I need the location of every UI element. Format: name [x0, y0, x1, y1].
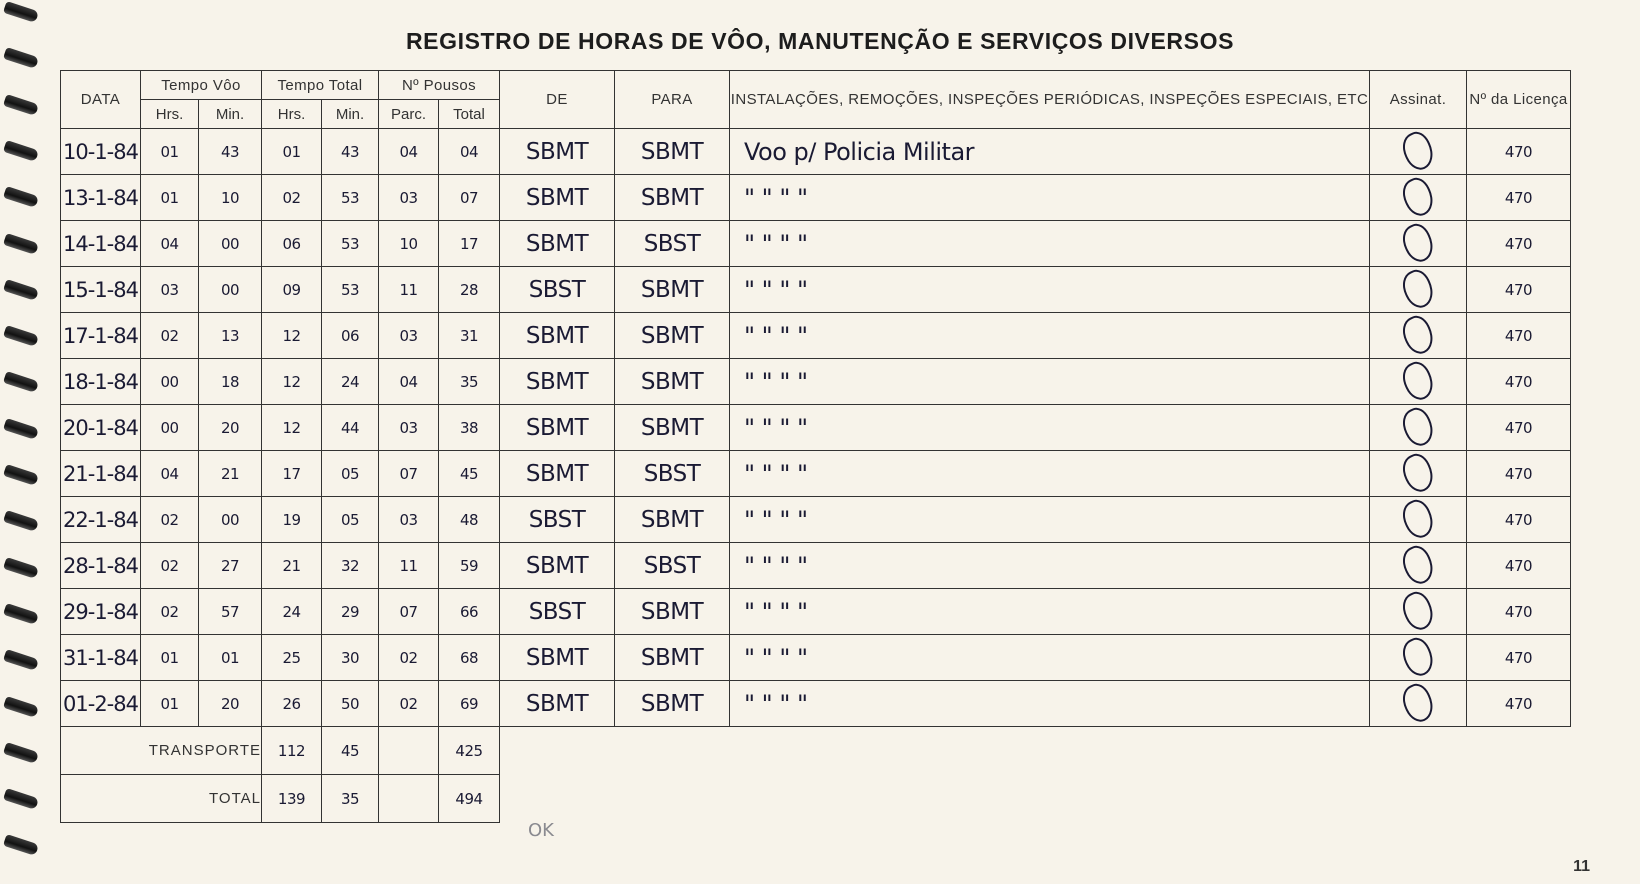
flight-min-cell: 21 [199, 451, 262, 497]
header-landings-partial: Parc. [379, 100, 439, 129]
total-hrs-cell: 09 [262, 267, 322, 313]
table-row [61, 681, 1571, 727]
header-total-time: Tempo Total [262, 71, 379, 100]
spiral-coil [3, 371, 39, 393]
total-min-cell: 50 [322, 681, 379, 727]
spiral-coil [3, 140, 39, 162]
header-flight-min: Min. [199, 100, 262, 129]
flight-min-cell: 20 [199, 681, 262, 727]
from-cell: SBMT [500, 451, 615, 497]
header-total-min: Min. [322, 100, 379, 129]
spiral-coil [3, 464, 39, 486]
total-min-cell: 06 [322, 313, 379, 359]
total-row-hrs: 139 [262, 775, 322, 823]
header-from: DE [500, 71, 615, 129]
signature-cell [1370, 681, 1467, 727]
landings-total-cell: 69 [439, 681, 500, 727]
landings-partial-cell: 11 [379, 543, 439, 589]
to-cell: SBMT [615, 405, 730, 451]
signature-cell [1370, 221, 1467, 267]
flight-hrs-cell: 02 [141, 589, 199, 635]
date-cell: 13-1-84 [61, 175, 141, 221]
total-min-cell: 29 [322, 589, 379, 635]
transport-row [61, 727, 1571, 775]
signature-scribble [1397, 221, 1438, 266]
landings-total-cell: 45 [439, 451, 500, 497]
total-min-cell: 53 [322, 267, 379, 313]
flight-hrs-cell: 01 [141, 129, 199, 175]
from-cell: SBMT [500, 681, 615, 727]
total-row [61, 775, 1571, 823]
date-cell: 18-1-84 [61, 359, 141, 405]
description-cell: " " " " [730, 175, 1370, 221]
flight-min-cell: 43 [199, 129, 262, 175]
landings-total-cell: 31 [439, 313, 500, 359]
spiral-coil [3, 603, 39, 625]
table-row [61, 405, 1571, 451]
flight-hrs-cell: 03 [141, 267, 199, 313]
to-cell: SBMT [615, 497, 730, 543]
signature-scribble [1397, 497, 1438, 542]
spiral-coil [3, 233, 39, 255]
spiral-coil [3, 557, 39, 579]
total-hrs-cell: 12 [262, 313, 322, 359]
transport-row-hrs: 112 [262, 727, 322, 775]
total-row-partial-empty [379, 775, 439, 823]
license-cell: 470 [1467, 681, 1571, 727]
flight-min-cell: 20 [199, 405, 262, 451]
license-cell: 470 [1467, 589, 1571, 635]
landings-partial-cell: 04 [379, 129, 439, 175]
from-cell: SBMT [500, 405, 615, 451]
spiral-coil [3, 742, 39, 764]
signature-scribble [1397, 451, 1438, 496]
total-hrs-cell: 24 [262, 589, 322, 635]
total-row-min: 35 [322, 775, 379, 823]
table-row [61, 313, 1571, 359]
transport-row-landings-total: 425 [439, 727, 500, 775]
license-cell: 470 [1467, 451, 1571, 497]
total-hrs-cell: 06 [262, 221, 322, 267]
table-row [61, 129, 1571, 175]
license-cell: 470 [1467, 359, 1571, 405]
total-row-label: TOTAL [61, 775, 262, 823]
date-cell: 29-1-84 [61, 589, 141, 635]
transport-row-min: 45 [322, 727, 379, 775]
from-cell: SBMT [500, 543, 615, 589]
signature-cell [1370, 267, 1467, 313]
header-date: DATA [61, 71, 141, 129]
flight-hrs-cell: 01 [141, 635, 199, 681]
spiral-coil [3, 279, 39, 301]
to-cell: SBST [615, 543, 730, 589]
header-signature: Assinat. [1370, 71, 1467, 129]
date-cell: 10-1-84 [61, 129, 141, 175]
to-cell: SBMT [615, 313, 730, 359]
from-cell: SBMT [500, 359, 615, 405]
total-min-cell: 43 [322, 129, 379, 175]
description-cell: " " " " [730, 543, 1370, 589]
from-cell: SBMT [500, 635, 615, 681]
to-cell: SBMT [615, 635, 730, 681]
total-min-cell: 53 [322, 221, 379, 267]
flight-hrs-cell: 01 [141, 681, 199, 727]
flight-hrs-cell: 02 [141, 497, 199, 543]
transport-row-label: TRANSPORTE [61, 727, 262, 775]
to-cell: SBMT [615, 589, 730, 635]
blank-area [500, 727, 1571, 775]
date-cell: 14-1-84 [61, 221, 141, 267]
landings-partial-cell: 03 [379, 313, 439, 359]
total-min-cell: 05 [322, 497, 379, 543]
header-flight-time: Tempo Vôo [141, 71, 262, 100]
flight-min-cell: 01 [199, 635, 262, 681]
signature-scribble [1397, 129, 1438, 174]
landings-partial-cell: 07 [379, 589, 439, 635]
landings-partial-cell: 03 [379, 175, 439, 221]
from-cell: SBST [500, 267, 615, 313]
date-cell: 01-2-84 [61, 681, 141, 727]
signature-scribble [1397, 359, 1438, 404]
total-hrs-cell: 12 [262, 405, 322, 451]
date-cell: 31-1-84 [61, 635, 141, 681]
header-landings: Nº Pousos [379, 71, 500, 100]
to-cell: SBMT [615, 681, 730, 727]
header-license: Nº da Licença [1467, 71, 1571, 129]
to-cell: SBST [615, 221, 730, 267]
from-cell: SBMT [500, 221, 615, 267]
to-cell: SBST [615, 451, 730, 497]
date-cell: 15-1-84 [61, 267, 141, 313]
landings-partial-cell: 10 [379, 221, 439, 267]
description-cell: " " " " [730, 359, 1370, 405]
header-installations: INSTALAÇÕES, REMOÇÕES, INSPEÇÕES PERIÓDICAS, INSPEÇÕES ESPECIAIS, ETC [730, 71, 1370, 129]
signature-cell [1370, 405, 1467, 451]
description-cell: " " " " [730, 313, 1370, 359]
spiral-coil [3, 649, 39, 671]
header-flight-hrs: Hrs. [141, 100, 199, 129]
from-cell: SBMT [500, 129, 615, 175]
flight-min-cell: 27 [199, 543, 262, 589]
date-cell: 22-1-84 [61, 497, 141, 543]
spiral-coil [3, 788, 39, 810]
total-hrs-cell: 01 [262, 129, 322, 175]
flight-hrs-cell: 04 [141, 451, 199, 497]
landings-partial-cell: 03 [379, 405, 439, 451]
signature-cell [1370, 129, 1467, 175]
license-cell: 470 [1467, 129, 1571, 175]
flight-min-cell: 57 [199, 589, 262, 635]
to-cell: SBMT [615, 267, 730, 313]
header-total-hrs: Hrs. [262, 100, 322, 129]
to-cell: SBMT [615, 175, 730, 221]
table-row [61, 451, 1571, 497]
spiral-binding [0, 0, 46, 884]
signature-cell [1370, 451, 1467, 497]
landings-total-cell: 59 [439, 543, 500, 589]
flight-min-cell: 10 [199, 175, 262, 221]
flight-hrs-cell: 02 [141, 313, 199, 359]
spiral-coil [3, 186, 39, 208]
total-hrs-cell: 19 [262, 497, 322, 543]
from-cell: SBST [500, 497, 615, 543]
ok-mark: OK [528, 820, 554, 841]
total-min-cell: 44 [322, 405, 379, 451]
header-landings-total: Total [439, 100, 500, 129]
landings-partial-cell: 11 [379, 267, 439, 313]
description-cell: " " " " [730, 267, 1370, 313]
blank-area [500, 775, 1571, 823]
description-cell: " " " " [730, 451, 1370, 497]
spiral-coil [3, 696, 39, 718]
flight-min-cell: 13 [199, 313, 262, 359]
landings-total-cell: 28 [439, 267, 500, 313]
table-row [61, 359, 1571, 405]
total-min-cell: 30 [322, 635, 379, 681]
from-cell: SBMT [500, 313, 615, 359]
landings-total-cell: 07 [439, 175, 500, 221]
signature-cell [1370, 359, 1467, 405]
spiral-coil [3, 1, 39, 23]
flight-hrs-cell: 00 [141, 405, 199, 451]
date-cell: 17-1-84 [61, 313, 141, 359]
signature-scribble [1397, 589, 1438, 634]
signature-scribble [1397, 681, 1438, 726]
flight-hrs-cell: 00 [141, 359, 199, 405]
page-title: REGISTRO DE HORAS DE VÔO, MANUTENÇÃO E SERVIÇOS DIVERSOS [405, 28, 1235, 54]
spiral-coil [3, 510, 39, 532]
description-cell: " " " " [730, 681, 1370, 727]
signature-cell [1370, 589, 1467, 635]
date-cell: 20-1-84 [61, 405, 141, 451]
total-min-cell: 24 [322, 359, 379, 405]
total-hrs-cell: 25 [262, 635, 322, 681]
license-cell: 470 [1467, 313, 1571, 359]
date-cell: 28-1-84 [61, 543, 141, 589]
table-row [61, 543, 1571, 589]
total-row-landings-total: 494 [439, 775, 500, 823]
signature-cell [1370, 313, 1467, 359]
to-cell: SBMT [615, 129, 730, 175]
landings-total-cell: 04 [439, 129, 500, 175]
from-cell: SBMT [500, 175, 615, 221]
flight-min-cell: 00 [199, 267, 262, 313]
landings-partial-cell: 02 [379, 635, 439, 681]
page-number: 11 [1573, 858, 1590, 875]
spiral-coil [3, 834, 39, 856]
landings-partial-cell: 04 [379, 359, 439, 405]
total-min-cell: 53 [322, 175, 379, 221]
landings-total-cell: 17 [439, 221, 500, 267]
signature-cell [1370, 497, 1467, 543]
description-cell: " " " " [730, 221, 1370, 267]
landings-partial-cell: 02 [379, 681, 439, 727]
total-min-cell: 05 [322, 451, 379, 497]
flight-hrs-cell: 01 [141, 175, 199, 221]
from-cell: SBST [500, 589, 615, 635]
transport-row-partial-empty [379, 727, 439, 775]
description-cell: " " " " [730, 589, 1370, 635]
license-cell: 470 [1467, 635, 1571, 681]
signature-scribble [1397, 635, 1438, 680]
total-hrs-cell: 26 [262, 681, 322, 727]
header-to: PARA [615, 71, 730, 129]
flight-log-table [60, 70, 1571, 823]
description-cell: Voo p/ Policia Militar [730, 129, 1370, 175]
description-cell: " " " " [730, 635, 1370, 681]
to-cell: SBMT [615, 359, 730, 405]
signature-scribble [1397, 175, 1438, 220]
landings-partial-cell: 07 [379, 451, 439, 497]
table-row [61, 497, 1571, 543]
signature-scribble [1397, 405, 1438, 450]
flight-min-cell: 18 [199, 359, 262, 405]
license-cell: 470 [1467, 497, 1571, 543]
table-row [61, 175, 1571, 221]
table-row [61, 221, 1571, 267]
flight-hrs-cell: 02 [141, 543, 199, 589]
signature-scribble [1397, 313, 1438, 358]
flight-min-cell: 00 [199, 221, 262, 267]
total-hrs-cell: 17 [262, 451, 322, 497]
date-cell: 21-1-84 [61, 451, 141, 497]
description-cell: " " " " [730, 405, 1370, 451]
spiral-coil [3, 418, 39, 440]
landings-total-cell: 35 [439, 359, 500, 405]
landings-partial-cell: 03 [379, 497, 439, 543]
flight-min-cell: 00 [199, 497, 262, 543]
signature-cell [1370, 543, 1467, 589]
license-cell: 470 [1467, 175, 1571, 221]
description-cell: " " " " [730, 497, 1370, 543]
total-hrs-cell: 21 [262, 543, 322, 589]
landings-total-cell: 66 [439, 589, 500, 635]
landings-total-cell: 68 [439, 635, 500, 681]
spiral-coil [3, 325, 39, 347]
table-row [61, 589, 1571, 635]
signature-scribble [1397, 543, 1438, 588]
flight-hrs-cell: 04 [141, 221, 199, 267]
signature-scribble [1397, 267, 1438, 312]
spiral-coil [3, 94, 39, 116]
landings-total-cell: 38 [439, 405, 500, 451]
landings-total-cell: 48 [439, 497, 500, 543]
license-cell: 470 [1467, 543, 1571, 589]
table-row [61, 635, 1571, 681]
table-row [61, 267, 1571, 313]
total-min-cell: 32 [322, 543, 379, 589]
signature-cell [1370, 175, 1467, 221]
total-hrs-cell: 02 [262, 175, 322, 221]
signature-cell [1370, 635, 1467, 681]
license-cell: 470 [1467, 405, 1571, 451]
license-cell: 470 [1467, 267, 1571, 313]
total-hrs-cell: 12 [262, 359, 322, 405]
license-cell: 470 [1467, 221, 1571, 267]
